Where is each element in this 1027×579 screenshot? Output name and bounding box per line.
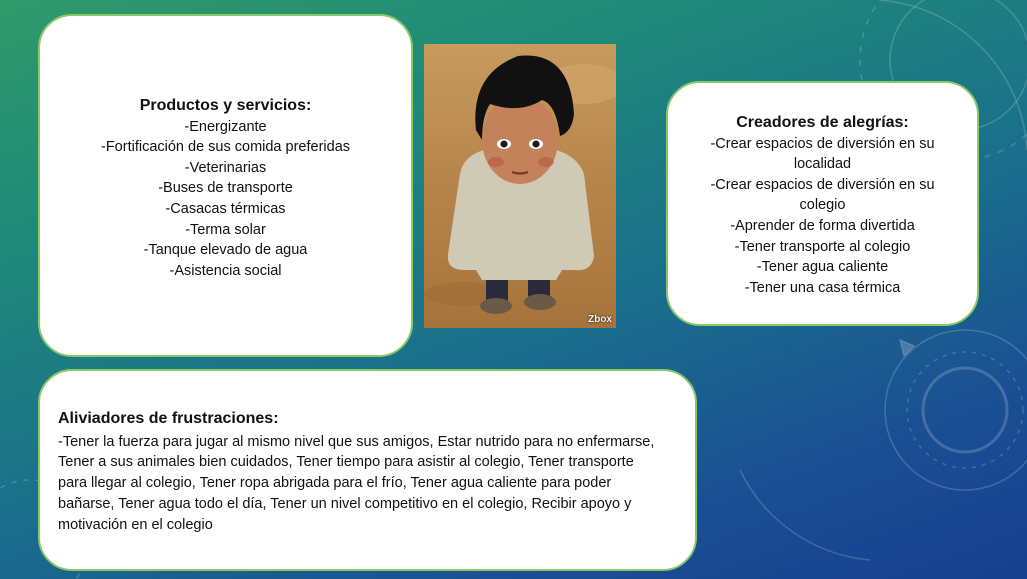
- list-item: -Veterinarias: [184, 159, 267, 176]
- pain-relievers-card: [38, 369, 697, 571]
- list-item: -Energizante: [184, 118, 267, 135]
- list-item: -Tener transporte al colegio: [734, 238, 911, 255]
- products-services-card: [38, 14, 413, 357]
- list-item: -Crear espacios de diversión en su localidad: [710, 135, 935, 173]
- list-item: -Terma solar: [185, 221, 266, 238]
- joy-creators-title: Creadores de alegrías:: [736, 114, 909, 131]
- pain-relievers-text: -Tener la fuerza para jugar al mismo nivel que sus amigos, Estar nutrido para no enfermarse, Tener a sus animales bien cuidados, Tener tiempo para asistir al colegio, Tener transporte para llegar al colegio, Tener ropa abrigada para el frío, Tener agua caliente para poder bañarse, Tener agua todo el día, Tener un nivel competitivo en el colegio, Recibir apoyo y motivación en el colegio: [58, 433, 655, 533]
- list-item: -Tener una casa térmica: [744, 279, 901, 296]
- joy-creators-card: [666, 81, 979, 326]
- list-item: -Fortificación de sus comida preferidas: [100, 139, 351, 156]
- products-services-list: [40, 117, 411, 282]
- list-item: -Casacas térmicas: [165, 200, 286, 217]
- list-item: -Crear espacios de diversión en su colegio: [710, 176, 935, 214]
- list-item: -Tener agua caliente: [756, 259, 889, 276]
- list-item: -Asistencia social: [169, 262, 282, 279]
- list-item: -Aprender de forma divertida: [730, 217, 915, 234]
- pain-relievers-title: Aliviadores de frustraciones:: [58, 410, 279, 427]
- joy-creators-list: [688, 134, 957, 299]
- pain-relievers-content: [58, 409, 655, 536]
- products-services-content: [40, 96, 411, 281]
- child-photo: [424, 44, 616, 328]
- products-services-title: Productos y servicios:: [139, 97, 312, 114]
- photo-watermark: Zbox: [588, 314, 612, 325]
- list-item: -Buses de transporte: [158, 180, 293, 197]
- list-item: -Tanque elevado de agua: [143, 242, 308, 259]
- joy-creators-content: [668, 113, 977, 298]
- child-illustration: [424, 44, 616, 328]
